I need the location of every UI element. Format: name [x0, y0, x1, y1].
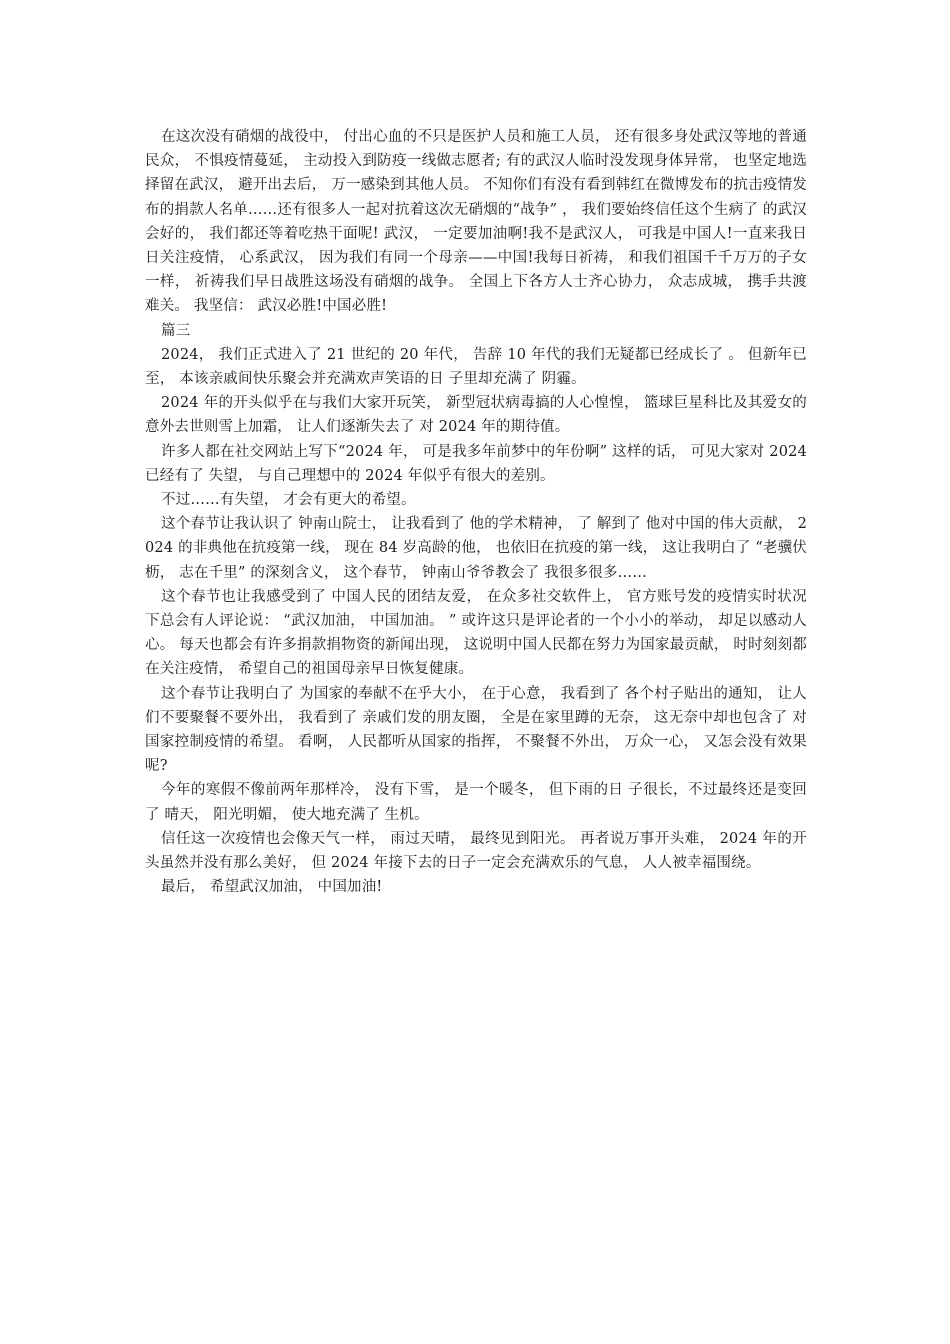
paragraph: 最后， 希望武汉加油， 中国加油! — [161, 879, 383, 896]
paragraph: 许多人都在社交网站上写下“2024 年， 可是我多年前梦中的年份啊” 这样的话， 可见大家对 2024 已经有了 失望， 与自己理想中的 2024 年似乎有很大的差别。 — [145, 443, 807, 484]
document-body — [145, 125, 807, 900]
paragraph: 不过……有失望， 才会有更大的希望。 — [161, 492, 416, 509]
paragraph: 信任这一次疫情也会像天气一样， 雨过天晴， 最终见到阳光。 再者说万事开头难， 2024 年的开头虽然并没有那么美好， 但 2024 年接下去的日子一定会充满欢乐的气息， 人人被幸福围绕。 — [145, 830, 807, 872]
section-heading: 篇三 — [161, 322, 191, 339]
paragraph: 在这次没有硝烟的战役中， 付出心血的不只是医护人员和施工人员， 还有很多身处武汉等地的普通民众， 不惧疫情蔓延， 主动投入到防疫一线做志愿者; 有的武汉人临时没发现身体异常， 也坚定地选择留在武汉， 避开出去后， 万一感染到其他人员。 不知你们有没有看到韩红在微博发布的抗击疫情发布的捐款人名单……还有很多人一起对抗着这次无硝烟的“战争” ， 我们要始终信任这个生病了 的武汉会好的， 我们都还等着吃热干面呢! 武汉， 一定要加油啊!我不是武汉人， 可我是中国人!一直来我日日关注疫情， 心系武汉， 因为我们有同一个母亲——中国!我每日祈祷， 和我们祖国千千万万的子女一样， 祈祷我们早日战胜这场没有硝烟的战争。 全国上下各方人士齐心协力， 众志成城， 携手共渡难关。 我坚信： 武汉必胜!中国必胜! — [145, 129, 807, 315]
paragraph: 2024， 我们正式进入了 21 世纪的 20 年代， 告辞 10 年代的我们无疑都已经成长了 。 但新年已至， 本该亲戚间快乐聚会并充满欢声笑语的日 子里却充满了 阴霾。 — [145, 346, 807, 388]
paragraph: 2024 年的开头似乎在与我们大家开玩笑， 新型冠状病毒搞的人心惶惶， 篮球巨星科比及其爱女的意外去世则雪上加霜， 让人们逐渐失去了 对 2024 年的期待值。 — [145, 395, 807, 436]
paragraph: 这个春节让我明白了 为国家的奉献不在乎大小， 在于心意， 我看到了 各个村子贴出的通知， 让人们不要聚餐不要外出， 我看到了 亲戚们发的朋友圈， 全是在家里蹲的无奈， 这无奈中却也包含了 对国家控制疫情的希望。 看啊， 人民都听从国家的指挥， 不聚餐不外出， 万众一心， 又怎会没有效果呢? — [145, 685, 807, 775]
paragraph: 这个春节让我认识了 钟南山院士， 让我看到了 他的学术精神， 了 解到了 他对中国的伟大贡献， 2024 的非典他在抗疫第一线， 现在 84 岁高龄的他， 也依旧在抗疫的第一线， 这让我明白了 “老骥伏枥， 志在千里” 的深刻含义， 这个春节， 钟南山爷爷教会了 我很多很多…… — [145, 516, 807, 581]
paragraph: 今年的寒假不像前两年那样冷， 没有下雪， 是一个暖冬， 但下雨的日 子很长，不过最终还是变回了 晴天， 阳光明媚， 使大地充满了 生机。 — [145, 782, 807, 823]
paragraph: 这个春节也让我感受到了 中国人民的团结友爱， 在众多社交软件上， 官方账号发的疫情实时状况下总会有人评论说： “武汉加油， 中国加油。 ” 或许这只是评论者的一个小小的举动， 却足以感动人心。 每天也都会有许多捐款捐物资的新闻出现， 这说明中国人民都在努力为国家最贡献， 时时刻刻都在关注疫情， 希望自己的祖国母亲早日恢复健康。 — [145, 588, 807, 678]
